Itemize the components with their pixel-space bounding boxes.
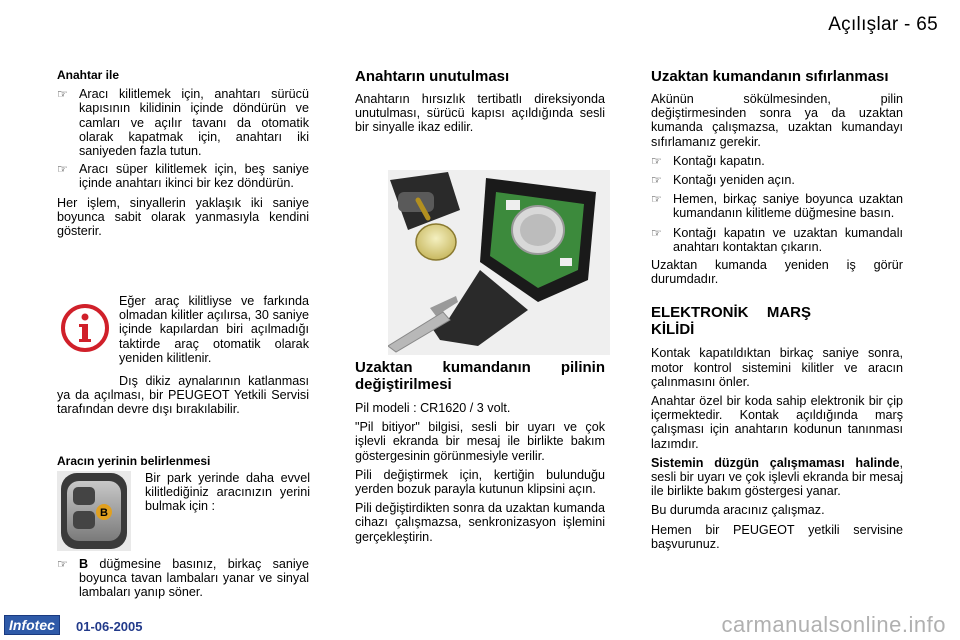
bullet-item: ☞ Kontağı kapatın ve uzaktan kumandalı anahtarı kontaktan çıkarın. (651, 225, 903, 254)
bullet-item (57, 87, 309, 158)
section-heading-locate: Aracın yerinin belirlenmesi (57, 454, 211, 468)
column-2-bottom (355, 359, 605, 549)
section-heading-forgotten-key: Anahtarın unutulması (355, 68, 510, 85)
bullet-item: ☞ Hemen, birkaç saniye boyunca uzaktan kumandanın kilitleme düğmesine basın. (651, 192, 903, 221)
infotec-logo: Infotec (4, 615, 60, 635)
column-1 (57, 68, 309, 243)
paragraph: Pil modeli : CR1620 / 3 volt. (355, 401, 511, 415)
paragraph: Uzaktan kumanda yeniden iş görür durumdadır. (651, 258, 903, 287)
key-remote-image (57, 471, 131, 551)
section-heading-key: Anahtar ile (57, 68, 120, 82)
info-text-b: Dış dikiz aynalarının katlanması ya da açılması, bir PEUGEOT Yetkili Servisi tarafından devre dışı bırakılabilir. (57, 374, 309, 417)
bullet-hand-icon: ☞ (651, 153, 662, 168)
paragraph: Anahtar özel bir koda sahip elektronik bir çip içermektedir. Kontak açıldığında marş çalışması için anahtarın kodunun tanınması lazımdır. (651, 394, 903, 451)
paragraph: Pili değiştirmek için, kertiğin bulunduğu yerden bozuk parayla kutunun klipsini açın. (355, 467, 605, 497)
section-heading-immobiliser: ELEKTRONİK MARŞ KİLİDİ (651, 304, 811, 339)
info-text-a: Eğer araç kilitliyse ve farkında olmadan kilitler açılırsa, 30 saniye içinde kapılardan biri açılmadığı taktirde araç otomatik olarak yeniden kilitlenir. (119, 294, 309, 365)
info-icon (60, 303, 110, 353)
footer-date: 01-06-2005 (76, 619, 143, 634)
paragraph: Sistemin düzgün çalışmaması halinde, sesli bir uyarı ve çok işlevli ekranda bir mesaj ile birlikte bakım göstergesi yanar. (651, 455, 903, 499)
bullet-hand-icon: ☞ (651, 225, 662, 240)
bullet-hand-icon: ☞ (57, 162, 68, 177)
bullet-hand-icon: ☞ (57, 87, 68, 102)
paragraph: Pili değiştirdikten sonra da uzaktan kumanda cihazı çalışmazsa, senkronizasyon işlemini gerçekleştirin. (355, 501, 605, 544)
column-2-top (355, 68, 605, 140)
column-3 (651, 68, 903, 556)
bullet-hand-icon: ☞ (651, 192, 662, 207)
paragraph: Her işlem, sinyallerin yaklaşık iki saniye boyunca sabit olarak yanmasıyla kendini gösterir. (57, 195, 309, 239)
paragraph: "Pil bitiyor" bilgisi, sesli bir uyarı ve çok işlevli ekranda bir mesaj ile birlikte bakım göstergesinin görünmesiyle verilir. (355, 420, 605, 463)
watermark: carmanualsonline.info (721, 612, 946, 637)
section-heading-reset: Uzaktan kumandanın sıfırlanması (651, 68, 889, 85)
paragraph: Anahtarın hırsızlık tertibatlı direksiyonda unutulması, sürücü kapısı açıldığında sesli bir sinyalle ikaz edilir. (355, 92, 605, 135)
locate-text: Bir park yerinde daha evvel kilitlediğiniz aracınızın yerini bulmak için : (145, 471, 310, 514)
bullet-item-b: ☞ B düğmesine basınız, birkaç saniye boyunca tavan lambaları yanar ve sinyal lambaları yanıp söner. (57, 557, 309, 600)
bullet-text: Aracı kilitlemek için, anahtarı sürücü kapısının kilidinin içinde döndürün ve camları ve açılır tavanı da otomatik olarak kapatmak için, anahtarı iki saniyeden fazla tutun. (79, 87, 309, 159)
footer-brand (4, 617, 60, 635)
bullet-text: Aracı süper kilitlemek için, beş saniye içinde anahtarı ikinci bir kez döndürün. (79, 162, 309, 191)
page-header: Açılışlar - 65 (828, 14, 938, 35)
key-button-b-label: B (100, 507, 108, 519)
key-battery-image (388, 170, 610, 355)
bullet-item: ☞ Kontağı yeniden açın. (651, 173, 795, 188)
paragraph: Akünün sökülmesinden, pilin değiştirmesinden sonra ya da uzaktan kumanda çalışmazsa, uzaktan kumandayı sıfırlamanız gerekir. (651, 92, 903, 149)
paragraph: Hemen bir PEUGEOT yetkili servisine başvurunuz. (651, 522, 903, 551)
bullet-hand-icon: ☞ (651, 173, 662, 188)
paragraph: Kontak kapatıldıktan birkaç saniye sonra, motor kontrol sistemini kilitler ve aracın çalınmasını önler. (651, 346, 903, 389)
bullet-hand-icon: ☞ (57, 557, 68, 571)
section-heading-battery: Uzaktan kumandanın pilinin değiştirilmesi (355, 359, 605, 393)
bullet-item: ☞ Kontağı kapatın. (651, 153, 765, 168)
paragraph: Bu durumda aracınız çalışmaz. (651, 503, 825, 518)
bullet-item (57, 162, 309, 190)
